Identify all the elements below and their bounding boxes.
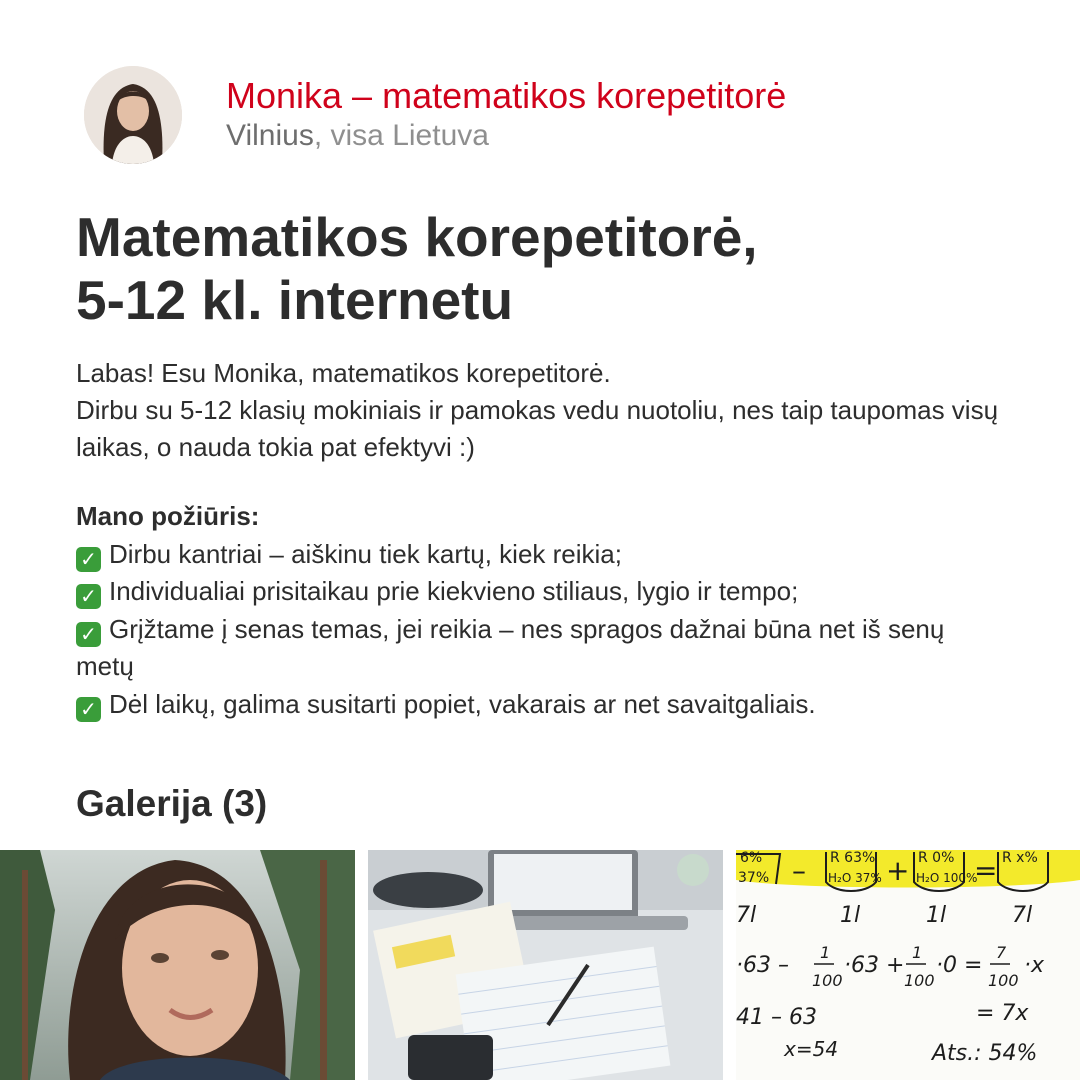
math-answer: Ats.: 54% bbox=[932, 1041, 1038, 1066]
avatar[interactable] bbox=[84, 66, 182, 164]
math-eq2-left: 41 – 63 bbox=[736, 1005, 817, 1030]
math-eq1-den1: 100 bbox=[812, 971, 843, 990]
math-operator: + bbox=[886, 854, 910, 887]
check-mark-icon: ✓ bbox=[76, 584, 101, 609]
intro-line-2: Dirbu su 5-12 klasių mokiniais ir pamokas vedu nuotoliu, nes taip taupomas visų laikas, o nauda tokia pat efektyvi :) bbox=[76, 395, 999, 462]
math-header-sub: H₂O 100% bbox=[916, 871, 978, 885]
math-eq1-den3: 100 bbox=[988, 971, 1019, 990]
intro-text bbox=[76, 355, 1016, 466]
gallery-title: Galerija (3) bbox=[76, 783, 268, 824]
approach-item bbox=[76, 573, 1016, 611]
approach-item-text: Dirbu kantriai – aiškinu tiek kartų, kiek reikia; bbox=[109, 538, 622, 569]
gallery bbox=[0, 850, 1080, 1080]
approach-item-text: Dėl laikų, galima susitarti popiet, vakarais ar net savaitgaliais. bbox=[109, 688, 816, 719]
math-header-cell: R 63% bbox=[830, 850, 876, 866]
math-eq1-num2: 1 bbox=[912, 943, 923, 962]
math-volume: 7l bbox=[1012, 903, 1033, 928]
approach-item bbox=[76, 686, 1016, 724]
math-header-cell: R 0% bbox=[918, 850, 955, 866]
profile-header bbox=[84, 66, 786, 164]
math-header-cell: R x% bbox=[1002, 850, 1038, 866]
math-header-sub: H₂O 37% bbox=[828, 871, 882, 885]
approach-section bbox=[76, 498, 1016, 723]
approach-item-text: Grįžtame į senas temas, jei reikia – nes spragos dažnai būna net iš senų metų bbox=[76, 613, 945, 681]
approach-item-text: Individualiai prisitaikau prie kiekvieno stiliaus, lygio ir tempo; bbox=[109, 576, 799, 606]
intro-line-1: Labas! Esu Monika, matematikos korepetitorė. bbox=[76, 358, 611, 388]
math-volume: 7l bbox=[736, 903, 757, 928]
listing-title-line1: Matematikos korepetitorė, bbox=[76, 206, 758, 268]
gallery-photo-math-notes[interactable] bbox=[736, 850, 1080, 1080]
math-eq1-den2: 100 bbox=[904, 971, 935, 990]
math-solution: x=54 bbox=[784, 1037, 839, 1061]
math-volume: 1l bbox=[926, 903, 947, 928]
check-mark-icon: ✓ bbox=[76, 697, 101, 722]
math-eq1-left: ·63 – bbox=[736, 953, 789, 978]
listing-title bbox=[76, 206, 976, 332]
gallery-photo-study-desk[interactable] bbox=[368, 850, 723, 1080]
tutor-name[interactable]: Monika – matematikos korepetitorė bbox=[226, 75, 787, 116]
profile-text bbox=[226, 76, 786, 154]
approach-heading: Mano požiūris: bbox=[76, 501, 260, 531]
check-mark-icon: ✓ bbox=[76, 547, 101, 572]
math-operator: – bbox=[792, 854, 806, 887]
location-area: , visa Lietuva bbox=[313, 119, 489, 152]
location bbox=[226, 118, 786, 154]
math-operator: = bbox=[974, 854, 998, 887]
math-eq1-num1: 1 bbox=[820, 943, 831, 962]
math-eq1-num3: 7 bbox=[996, 943, 1007, 962]
math-header-sub: 37% bbox=[738, 870, 770, 886]
approach-item bbox=[76, 611, 956, 686]
location-city: Vilnius bbox=[226, 119, 314, 152]
math-eq1-mid: ·63 + bbox=[844, 953, 905, 978]
math-eq2-right: = 7x bbox=[976, 1001, 1029, 1026]
gallery-photo-portrait[interactable] bbox=[0, 850, 355, 1080]
math-header-cell: 6% bbox=[740, 850, 763, 866]
math-eq1-zero: ·0 = bbox=[936, 953, 983, 978]
listing-title-line2: 5-12 kl. internetu bbox=[76, 269, 514, 331]
avatar-photo bbox=[84, 66, 182, 164]
approach-list bbox=[76, 536, 1016, 724]
math-eq1-right: ·x bbox=[1024, 953, 1045, 978]
check-mark-icon: ✓ bbox=[76, 622, 101, 647]
approach-item bbox=[76, 536, 1016, 574]
math-volume: 1l bbox=[840, 903, 861, 928]
